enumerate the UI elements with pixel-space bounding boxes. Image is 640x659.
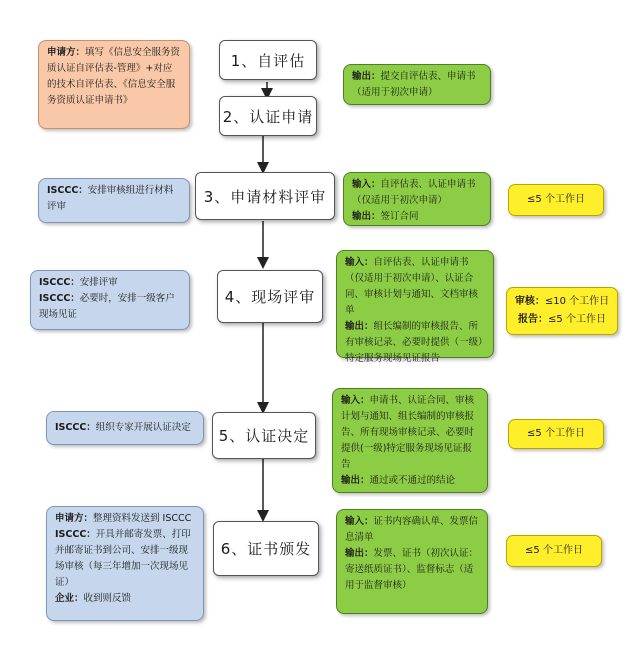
box-text: 安排评审	[79, 277, 118, 288]
box-text: 整理资料发送到 ISCCC	[93, 513, 192, 524]
box-text: 申请书、认证合同、审核计划与通知、组长编制的审核报告、所有现场审核记录、必要时提供(一级)特定服务现场见证报告	[341, 395, 475, 470]
box-text: 开具并邮寄发票、打印并邮寄证书到公司、安排一级现场审核（每三年增加一次现场见证）	[55, 529, 191, 588]
box-text: 发票、证书（初次认证：寄送纸质证书）、监督标志（适用于监督审核）	[345, 548, 479, 591]
box-text: 组长编制的审核报告、所有审核记录、必要时提供（一级）特定服务现场见证报告	[345, 321, 483, 364]
box-label: 输出：	[345, 548, 374, 559]
box-label: ISCCC：	[55, 529, 96, 540]
applicant-fill-box	[38, 40, 190, 129]
box-label: 输入：	[352, 179, 381, 190]
time-text: ≤10 个工作日	[544, 296, 610, 307]
box-label: 申请方：	[47, 47, 86, 58]
box-text: 证书内容确认单、发票信息清单	[345, 516, 479, 543]
box-text: 自评估表、认证申请书（仅适用于初次申请）	[352, 179, 476, 206]
box-text: 填写《信息安全服务资质认证自评估表-管理》+对应的技术自评估表、《信息安全服务资质认证申请书》	[47, 47, 181, 106]
box-text: 自评估表、认证申请书（仅适用于初次申请）、认证合同、审核计划与通知、文档审核单	[345, 257, 479, 316]
io-certificate-box	[336, 509, 488, 614]
time-text: ≤5 个工作日	[525, 545, 583, 556]
time-decision	[508, 419, 604, 449]
step-3-material-review: 3、申请材料评审	[195, 172, 335, 220]
time-label: 报告：	[518, 314, 549, 325]
certificate-process-box	[46, 506, 204, 621]
box-text: 必要时，安排一级客户现场见证	[39, 293, 175, 320]
box-label: 输出：	[345, 321, 374, 332]
step-1-self-assessment: 1、自评估	[219, 40, 317, 80]
box-text: 安排审核组进行材料评审	[47, 185, 174, 212]
box-label: 申请方：	[55, 513, 94, 524]
time-material-review	[508, 184, 604, 216]
step-5-decision: 5、认证决定	[212, 412, 316, 459]
box-label: ISCCC：	[39, 277, 80, 288]
box-label: 输出：	[352, 211, 381, 222]
box-label: ISCCC：	[47, 185, 88, 196]
isccc-decision-box	[46, 411, 204, 445]
box-text: 通过或不通过的结论	[369, 475, 456, 486]
io-decision-box	[332, 388, 488, 493]
time-onsite-review	[506, 287, 618, 335]
box-label: 企业：	[55, 593, 84, 604]
box-label: 输出：	[341, 475, 370, 486]
box-label: 输入：	[345, 516, 374, 527]
step-2-application: 2、认证申请	[219, 96, 317, 136]
time-text: ≤5 个工作日	[548, 314, 606, 325]
time-certificate	[506, 535, 602, 567]
box-label: 输入：	[345, 257, 374, 268]
time-text: ≤5 个工作日	[527, 194, 585, 205]
step-6-certificate-issue: 6、证书颁发	[213, 521, 319, 576]
box-label: 输出：	[352, 71, 381, 82]
box-text: 签订合同	[380, 211, 419, 222]
isccc-onsite-box	[30, 270, 190, 330]
box-text: 收到则反馈	[83, 593, 132, 604]
time-text: ≤5 个工作日	[527, 428, 585, 439]
box-label: ISCCC：	[55, 422, 96, 433]
time-label: 审核：	[514, 296, 545, 307]
output-self-assessment-box	[343, 64, 491, 105]
box-label: ISCCC：	[39, 293, 80, 304]
io-onsite-review-box	[336, 250, 494, 364]
box-text: 提交自评估表、申请书（适用于初次申请）	[352, 71, 476, 98]
box-label: 输入：	[341, 395, 370, 406]
isccc-review-box	[38, 178, 190, 223]
box-text: 组织专家开展认证决定	[95, 422, 191, 433]
step-4-onsite-review: 4、现场评审	[217, 270, 323, 323]
io-material-review-box	[343, 172, 491, 226]
